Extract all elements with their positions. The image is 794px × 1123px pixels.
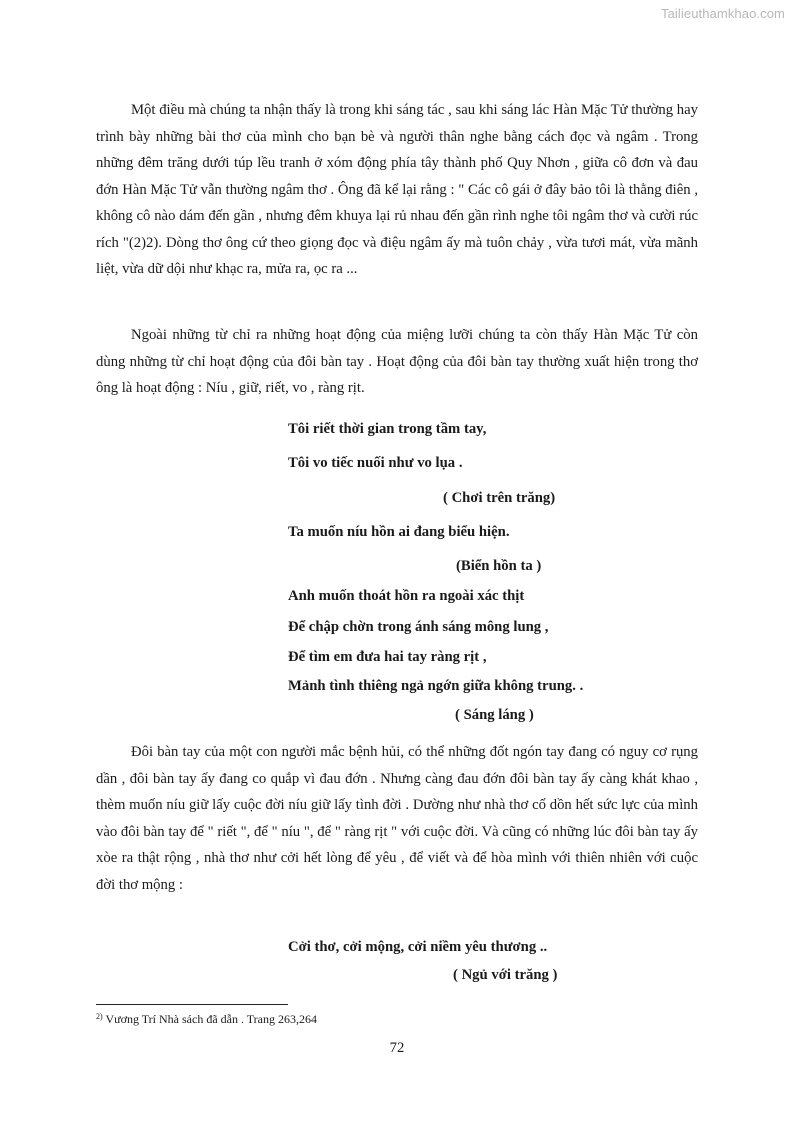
- page-number: 72: [389, 1040, 405, 1056]
- poem-source: ( Chơi trên trăng): [443, 490, 556, 506]
- footnote-divider: [96, 1004, 288, 1005]
- poem-line: Tôi riết thời gian trong tầm tay,: [288, 421, 487, 437]
- poem-source: ( Sáng láng ): [455, 707, 534, 723]
- poem-source: ( Ngủ với trăng ): [453, 967, 558, 983]
- watermark: Tailieuthamkhao.com: [660, 6, 785, 21]
- poem-line: Mảnh tình thiêng ngả ngớn giữa không trung. .: [288, 678, 584, 694]
- poem-line: Tôi vo tiếc nuối như vo lụa .: [288, 455, 463, 471]
- footnote: [96, 1012, 317, 1027]
- footnote-text: Vương Trí Nhà sách đã dẫn . Trang 263,264: [105, 1012, 317, 1026]
- footnote-marker: 2): [96, 1012, 103, 1021]
- paragraph-2: Ngoài những từ chỉ ra những hoạt động của miệng lưỡi chúng ta còn thấy Hàn Mặc Tử còn dùng những từ chỉ hoạt động của đôi bàn tay . Hoạt động của đôi bàn tay thường xuất hiện trong thơ ông là hoạt động : Níu , giữ, riết, vo , ràng rịt.: [96, 327, 698, 396]
- poem-line: Ta muốn níu hồn ai đang biểu hiện.: [288, 524, 510, 540]
- poem-line: Cởi thơ, cởi mộng, cởi niềm yêu thương ..: [288, 939, 548, 955]
- paragraph-3: Đôi bàn tay của một con người mắc bệnh hủi, có thể những đốt ngón tay đang có nguy cơ rụng dần , đôi bàn tay ấy đang co quắp vì đau đớn . Nhưng càng đau đớn đôi bàn tay ấy càng khát khao , thèm muốn níu giữ lấy cuộc đời níu giữ lấy tình đời . Dường như nhà thơ cố dồn hết sức lực của mình vào đôi bàn tay để " riết ", để " níu ", để " ràng rịt " với cuộc đời. Và cũng có những lúc đôi bàn tay ấy xòe ra thật rộng , nhà thơ như cởi hết lòng để yêu , để viết và để hòa mình với thiên nhiên với cuộc đời thơ mộng :: [96, 744, 698, 893]
- poem-line: Anh muốn thoát hồn ra ngoài xác thịt: [288, 588, 525, 604]
- poem-source: (Biển hồn ta ): [456, 558, 542, 574]
- poem-line: Để chập chờn trong ánh sáng mông lung ,: [288, 619, 549, 635]
- paragraph-1: Một điều mà chúng ta nhận thấy là trong khi sáng tác , sau khi sáng lác Hàn Mặc Tử thường hay trình bày những bài thơ của mình cho bạn bè và người thân nghe bằng cách đọc và ngâm . Trong những đêm trăng dưới túp lều tranh ở xóm động phía tây thành phố Quy Nhơn , giữa cô đơn và đau đớn Hàn Mặc Tử vẫn thường ngâm thơ . Ông đã kể lại rằng : " Các cô gái ở đây bảo tôi là thằng điên , không cô nào dám đến gần , nhưng đêm khuya lại rủ nhau đến gần rình nghe tôi ngâm thơ và cười rúc rích "(2)2). Dòng thơ ông cứ theo giọng đọc và điệu ngâm ấy mà tuôn chảy , vừa tươi mát, vừa mãnh liệt, vừa dữ dội như khạc ra, mửa ra, ọc ra ...: [96, 102, 698, 277]
- poem-line: Để tìm em đưa hai tay ràng rịt ,: [288, 649, 487, 665]
